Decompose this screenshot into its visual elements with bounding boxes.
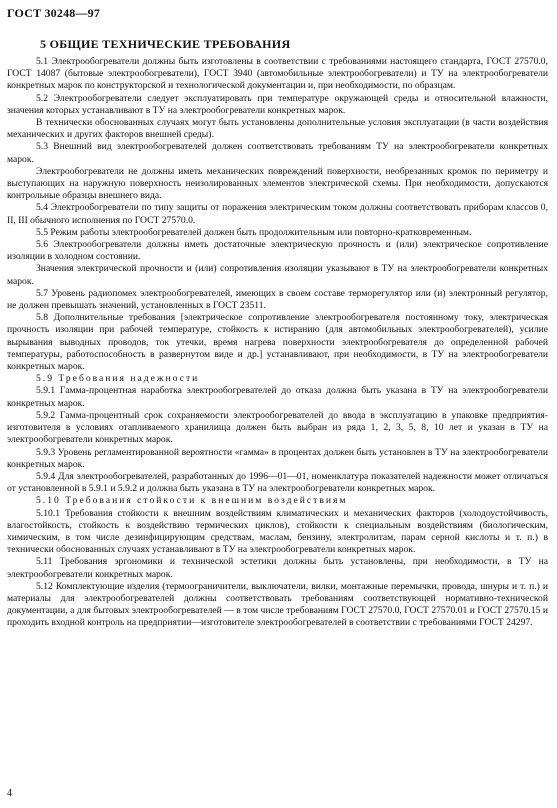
paragraph: В технически обоснованных случаях могут быть установлены дополнительные условия эксплуатации (в части воздействия механических и других факторов внешней среды). (7, 117, 548, 141)
paragraph: 5.9.4 Для электрообогревателей, разработанных до 1996—01—01, номенклатура показателей надежности может отличаться от установленной в 5.9.1 и 5.9.2 и должна быть указана в ТУ на электрообогреватели конкретных марок. (7, 470, 548, 495)
paragraph: Электрообогреватели не должны иметь механических повреждений поверхности, необрезанных кромок по периметру и выступающих на наружную поверхность неизолированных элементов электрической схемы. При необходимости, допускаются контрольные образцы внешнего вида. (7, 165, 548, 202)
document-body (7, 56, 548, 630)
paragraph: 5.2 Электрообогреватели следует эксплуатировать при температуре окружающей среды и относительной влажности, значения которых устанавливают в ТУ на электрообогреватели конкретных марок. (7, 92, 548, 116)
paragraph: 5.1 Электрообогреватели должны быть изготовлены в соответствии с требованиями настоящего стандарта, ГОСТ 27570.0, ГОСТ 14087 (бытовые электрообогреватели), ГОСТ 3940 (автомобильные электрообогреватели) и ТУ на электрообогреватели конкретных марок по конструкторской и технологической документации и, при необходимости, по образцам. (7, 56, 548, 92)
paragraph: 5.5 Режим работы электрообогревателей должен быть продолжительным или повторно-кратковременным. (36, 226, 472, 238)
paragraph: 5.11 Требования эргономики и технической эстетики должны быть установлены, при необходимости, в ТУ на электрообогреватели конкретных марок. (7, 556, 548, 580)
paragraph: 5.3 Внешний вид электрообогревателей должен соответствовать требованиям ТУ на электрообогреватели конкретных марок. (7, 141, 548, 165)
paragraph: 5.12 Комплектующие изделия (термоограничители, выключатели, вилки, монтажные перемычки, провода, шнуры и т. п.) и материалы для электрообогревателей должны соответствовать требованиям соответствующей нормативно-технической документации, а для бытовых электрообогревателей — в том числе требованиям ГОСТ 27570.0, ГОСТ 27570.01 и ГОСТ 27570.15 и проходить входной контроль на предприятии—изготовителе электрообогревателей в соответствии с требованиями ГОСТ 24297. (7, 580, 548, 629)
document-header: ГОСТ 30248—97 (7, 6, 101, 20)
paragraph: 5.9.3 Уровень регламентированной вероятности «гамма» в процентах должен быть установлен в ТУ на электрообогреватели конкретных марок. (7, 446, 548, 470)
page-number: 4 (7, 788, 12, 799)
paragraph: 5.4 Электрообогреватели по типу защиты от поражения электрическим током должны соответствовать приборам классов 0, II, III обычного исполнения по ГОСТ 27570.0. (7, 202, 548, 226)
subsection-heading: 5.10 Требования стойкости к внешним воздействиям (36, 495, 348, 507)
paragraph: 5.6 Электрообогреватели должны иметь достаточные электрическую прочность и (или) электрическое сопротивление изоляции в холодном состоянии. (7, 239, 548, 263)
section-title: 5 ОБЩИЕ ТЕХНИЧЕСКИЕ ТРЕБОВАНИЯ (40, 37, 291, 51)
paragraph: 5.7 Уровень радиопомех электрообогревателей, имеющих в своем составе терморегулятор или (и) электронный регулятор, не должен превышать значений, установленных в ГОСТ 23511. (7, 287, 548, 312)
paragraph: Значения электрической прочности и (или) сопротивления изоляции указывают в ТУ на электрообогреватели конкретных марок. (7, 263, 548, 287)
paragraph: 5.10.1 Требования стойкости к внешним воздействиям климатических и механических факторов (холодоустойчивость, влагостойкость, стойкость к воздействию термических циклов), стойкости к специальным воздействиям (биологическим, химическим, в том числе дезинфицирующим средствам, маслам, бензину, электролитам, парам серной кислоты и т. п.) в технически обоснованных случаях устанавливают в ТУ на электрообогреватели конкретных марок. (7, 507, 548, 556)
paragraph: 5.9.1 Гамма-процентная наработка электрообогревателей до отказа должна быть указана в ТУ на электрообогреватели конкретных марок. (7, 385, 548, 409)
paragraph: 5.9.2 Гамма-процентный срок сохраняемости электрообогревателей до ввода в эксплуатацию в упаковке предприятия-изготовителя в условиях отапливаемого хранилища должен быть выбран из ряда 1, 2, 3, 5, 8, 10 лет и указан в ТУ на электрообогреватели конкретных марок. (7, 409, 548, 446)
subsection-heading: 5.9 Требования надежности (36, 373, 200, 385)
paragraph: 5.8 Дополнительные требования [электрическое сопротивление электрообогревателя постоянному току, электрическая прочность изоляции при рабочей температуре, стойкость к истиранию (для автомобильных электрообогревателей), усилие вырывания выводных проводов, ток утечки, время нагрева поверхности электрообогревателя до определенной рабочей температуры, работоспособность в развернутом виде и др.] устанавливают, при необходимости, в ТУ на электрообогреватели конкретных марок. (7, 312, 548, 373)
